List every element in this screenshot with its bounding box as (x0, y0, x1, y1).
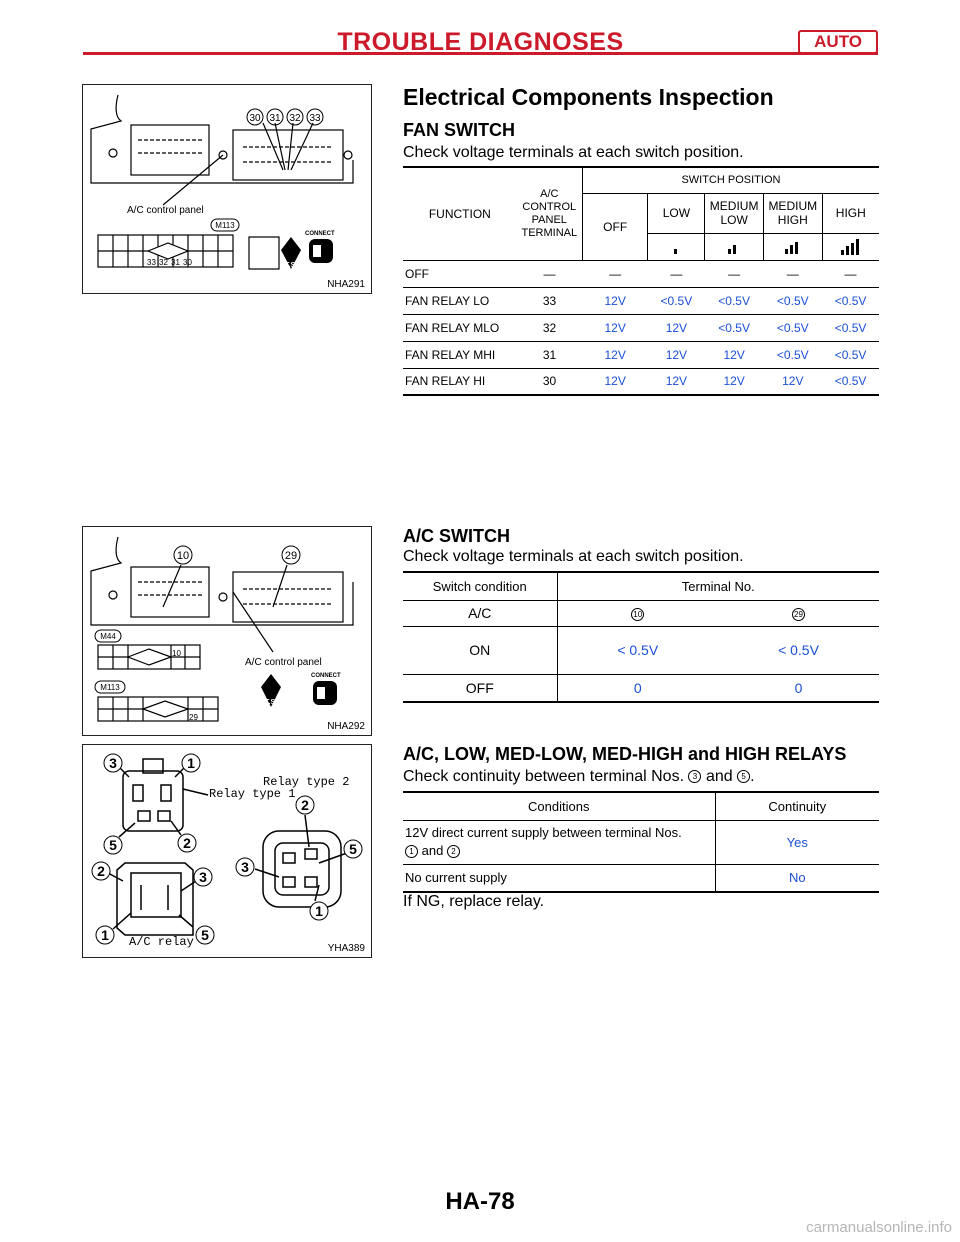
table-row (403, 674, 879, 702)
page-number: HA-78 (445, 1188, 515, 1215)
terminal-number: 3 (688, 770, 701, 783)
pin-31: 31 (171, 258, 180, 267)
terminal-number: 29 (792, 608, 805, 621)
watermark: carmanualsonline.info (806, 1219, 952, 1236)
cell-value: — (822, 260, 879, 287)
cell-value: — (582, 260, 648, 287)
relays-note-suffix: . (750, 768, 755, 785)
signal-medium-low-icon (705, 233, 764, 260)
pin-5-label: 5 (201, 927, 209, 943)
row-terminal: 32 (517, 314, 583, 341)
pin-1-label: 1 (187, 755, 195, 771)
ac-switch-title: A/C SWITCH (403, 526, 510, 546)
row-ac-label: A/C (403, 600, 557, 626)
cell-value: 12V (648, 341, 705, 368)
col-terminal-no: Terminal No. (557, 572, 879, 600)
cell-value: < 0.5V (557, 626, 718, 674)
connect-label: CONNECT (305, 231, 335, 237)
cell-value: 0 (718, 674, 879, 702)
cell-value: <0.5V (822, 341, 879, 368)
row-condition: ON (403, 626, 557, 674)
pin-2-label: 2 (301, 797, 309, 813)
table-row (403, 341, 879, 368)
pin-10: 10 (172, 649, 181, 658)
cell-value: <0.5V (763, 287, 822, 314)
relay-type-2-label: Relay type 2 (263, 775, 350, 789)
ac-control-panel-label: A/C control panel (245, 657, 322, 668)
callout-29: 29 (284, 550, 298, 562)
pos-high: HIGH (822, 193, 879, 233)
figure-id: NHA291 (327, 279, 365, 290)
ac-switch-connector-diagram (83, 527, 371, 735)
cell-value: <0.5V (822, 314, 879, 341)
relays-table (403, 791, 879, 893)
row-condition-text: 12V direct current supply between terminal Nos. (405, 825, 682, 840)
pin-5-label: 5 (349, 841, 357, 857)
figure-id: NHA292 (327, 721, 365, 732)
cell-value: <0.5V (705, 314, 764, 341)
terminal-number: 10 (631, 608, 644, 621)
fan-switch-note: Check voltage terminals at each switch position. (403, 144, 744, 161)
pos-medium-high: MEDIUM HIGH (763, 193, 822, 233)
col-terminal: A/C CONTROL PANEL TERMINAL (517, 167, 583, 260)
ac-control-panel-label: A/C control panel (127, 205, 204, 216)
ts-label: T.S. (285, 262, 298, 269)
connector-m113: M113 (100, 683, 120, 692)
figure-nha291 (82, 84, 372, 294)
row-condition: OFF (403, 674, 557, 702)
pin-32: 32 (159, 258, 168, 267)
terminal-10 (557, 600, 718, 626)
relays-note-text: Check continuity between terminal Nos. (403, 768, 685, 785)
cell-value: 12V (582, 314, 648, 341)
pin-2-label: 2 (183, 835, 191, 851)
cell-value: <0.5V (763, 341, 822, 368)
terminal-number: 5 (737, 770, 750, 783)
relays-note (403, 768, 755, 786)
table-row (403, 314, 879, 341)
col-switch-position: SWITCH POSITION (582, 167, 879, 193)
table-row (403, 864, 879, 892)
pin-1-label: 1 (315, 903, 323, 919)
cell-value: 12V (763, 368, 822, 395)
pos-low: LOW (648, 193, 705, 233)
cell-value: No (715, 864, 879, 892)
figure-yha389 (82, 744, 372, 958)
ac-switch-note: Check voltage terminals at each switch position. (403, 548, 744, 565)
cell-value: <0.5V (822, 287, 879, 314)
row-terminal: — (517, 260, 583, 287)
callout-31: 31 (269, 113, 281, 124)
table-row (403, 820, 879, 864)
row-function: FAN RELAY MLO (403, 314, 517, 341)
ac-relay-label: A/C relay (129, 935, 194, 949)
terminal-number: 1 (405, 845, 418, 858)
ac-switch-table (403, 571, 879, 703)
col-conditions: Conditions (403, 792, 715, 820)
cell-value: — (763, 260, 822, 287)
terminal-29 (718, 600, 879, 626)
cell-value: 12V (648, 314, 705, 341)
figure-nha292 (82, 526, 372, 736)
col-continuity: Continuity (715, 792, 879, 820)
pin-2-label: 2 (97, 863, 105, 879)
cell-value: < 0.5V (718, 626, 879, 674)
callout-10: 10 (176, 550, 190, 562)
pin-33: 33 (147, 258, 156, 267)
relay-diagram (83, 745, 371, 957)
relay-type-1-label: Relay type 1 (209, 787, 296, 801)
table-row (403, 626, 879, 674)
page-header (83, 28, 878, 58)
pin-3-label: 3 (199, 869, 207, 885)
cell-value: 12V (582, 287, 648, 314)
row-terminal: 31 (517, 341, 583, 368)
row-condition-and: and (421, 843, 444, 858)
row-terminal: 30 (517, 368, 583, 395)
cell-value: — (705, 260, 764, 287)
signal-low-icon (648, 233, 705, 260)
figure-id: YHA389 (327, 943, 365, 954)
header-title: TROUBLE DIAGNOSES (337, 28, 624, 56)
relays-title: A/C, LOW, MED-LOW, MED-HIGH and HIGH RELAYS (403, 744, 847, 764)
pin-30: 30 (183, 258, 192, 267)
cell-value: 12V (705, 368, 764, 395)
pin-1-label: 1 (101, 927, 109, 943)
table-row (403, 368, 879, 395)
cell-value: 12V (648, 368, 705, 395)
connector-m44: M44 (100, 632, 116, 641)
row-function: FAN RELAY HI (403, 368, 517, 395)
pin-3-label: 3 (109, 755, 117, 771)
cell-value: <0.5V (763, 314, 822, 341)
pin-3-label: 3 (241, 859, 249, 875)
relays-note-and: and (705, 768, 733, 785)
cell-value: <0.5V (705, 287, 764, 314)
signal-high-icon (822, 233, 879, 260)
callout-30: 30 (249, 113, 261, 124)
pin-5-label: 5 (109, 837, 117, 853)
header-badge: AUTO (798, 30, 878, 54)
table-row (403, 260, 879, 287)
cell-value: 0 (557, 674, 718, 702)
cell-value: <0.5V (822, 368, 879, 395)
table-row (403, 287, 879, 314)
row-condition (403, 820, 715, 864)
row-terminal: 33 (517, 287, 583, 314)
fan-switch-title: FAN SWITCH (403, 120, 515, 140)
connector-m113: M113 (215, 221, 235, 230)
col-function: FUNCTION (403, 167, 517, 260)
cell-value: <0.5V (648, 287, 705, 314)
cell-value: — (648, 260, 705, 287)
pos-off: OFF (582, 193, 648, 260)
fan-switch-connector-diagram (83, 85, 371, 293)
col-switch-condition: Switch condition (403, 572, 557, 600)
signal-medium-high-icon (763, 233, 822, 260)
callout-32: 32 (289, 113, 301, 124)
row-function: OFF (403, 260, 517, 287)
callout-33: 33 (309, 113, 321, 124)
terminal-number: 2 (447, 845, 460, 858)
row-function: FAN RELAY LO (403, 287, 517, 314)
cell-value: 12V (582, 341, 648, 368)
cell-value: 12V (582, 368, 648, 395)
cell-value: Yes (715, 820, 879, 864)
ts-label: T.S. (265, 699, 278, 706)
row-function: FAN RELAY MHI (403, 341, 517, 368)
pos-medium-low: MEDIUM LOW (705, 193, 764, 233)
fan-switch-table (403, 166, 879, 396)
section-title: Electrical Components Inspection (403, 84, 774, 110)
cell-value: 12V (705, 341, 764, 368)
row-condition: No current supply (403, 864, 715, 892)
relays-footer-note: If NG, replace relay. (403, 893, 545, 910)
connect-label: CONNECT (311, 673, 341, 679)
pin-29: 29 (189, 713, 198, 722)
